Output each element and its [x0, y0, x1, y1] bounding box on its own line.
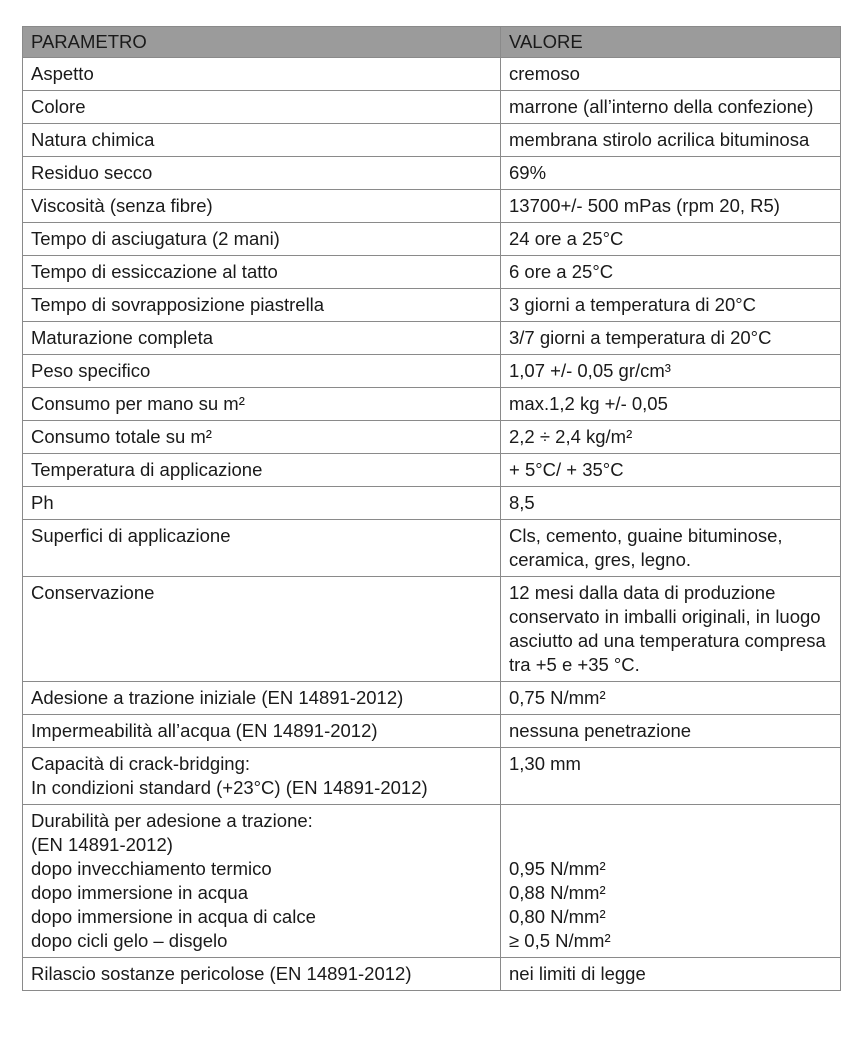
param-line: dopo immersione in acqua: [31, 882, 248, 903]
param-cell: Adesione a trazione iniziale (EN 14891-2012): [23, 682, 501, 715]
param-cell: Aspetto: [23, 58, 501, 91]
table-row: [23, 682, 841, 715]
param-cell: Conservazione: [23, 577, 501, 682]
value-cell: max.1,2 kg +/- 0,05: [501, 388, 841, 421]
param-cell: Maturazione completa: [23, 322, 501, 355]
table-row: [23, 355, 841, 388]
table-row: [23, 58, 841, 91]
column-header-valore: VALORE: [501, 27, 841, 58]
value-line: ≥ 0,5 N/mm²: [509, 930, 611, 951]
param-cell: Natura chimica: [23, 124, 501, 157]
param-line: Durabilità per adesione a trazione:: [31, 810, 313, 831]
param-cell: Superfici di applicazione: [23, 520, 501, 577]
value-cell: 13700+/- 500 mPas (rpm 20, R5): [501, 190, 841, 223]
param-cell: Temperatura di applicazione: [23, 454, 501, 487]
technical-data-table: [22, 26, 841, 991]
param-cell: Tempo di sovrapposizione piastrella: [23, 289, 501, 322]
table-row: [23, 124, 841, 157]
param-cell: Impermeabilità all’acqua (EN 14891-2012): [23, 715, 501, 748]
value-line: 0,95 N/mm²: [509, 858, 606, 879]
value-cell: 8,5: [501, 487, 841, 520]
value-cell: 1,30 mm: [501, 748, 841, 805]
value-cell: 0,75 N/mm²: [501, 682, 841, 715]
value-cell: 6 ore a 25°C: [501, 256, 841, 289]
table-row: [23, 421, 841, 454]
param-line: Capacità di crack-bridging:: [31, 753, 251, 774]
value-cell: Cls, cemento, guaine bituminose, ceramica, gres, legno.: [501, 520, 841, 577]
param-cell: Tempo di essiccazione al tatto: [23, 256, 501, 289]
table-row: [23, 157, 841, 190]
value-cell: 12 mesi dalla data di produzione conservato in imballi originali, in luogo asciutto ad una temperatura compresa tra +5 e +35 °C.: [501, 577, 841, 682]
value-cell: 3/7 giorni a temperatura di 20°C: [501, 322, 841, 355]
param-line: (EN 14891-2012): [31, 834, 173, 855]
table-row: [23, 715, 841, 748]
param-cell: Viscosità (senza fibre): [23, 190, 501, 223]
table-row: [23, 487, 841, 520]
table-row: [23, 520, 841, 577]
table-row: [23, 223, 841, 256]
table-row: [23, 454, 841, 487]
value-cell: + 5°C/ + 35°C: [501, 454, 841, 487]
table-header-row: [23, 27, 841, 58]
param-cell: Consumo per mano su m²: [23, 388, 501, 421]
param-cell: Colore: [23, 91, 501, 124]
param-line: dopo invecchiamento termico: [31, 858, 272, 879]
table-row: [23, 322, 841, 355]
table-row: [23, 190, 841, 223]
table-row: [23, 289, 841, 322]
value-cell: 24 ore a 25°C: [501, 223, 841, 256]
value-cell: marrone (all’interno della confezione): [501, 91, 841, 124]
param-cell: Rilascio sostanze pericolose (EN 14891-2012): [23, 958, 501, 991]
value-cell: 2,2 ÷ 2,4 kg/m²: [501, 421, 841, 454]
value-cell: cremoso: [501, 58, 841, 91]
param-cell: [23, 805, 501, 958]
param-cell: Ph: [23, 487, 501, 520]
table-row-crack-bridging: [23, 748, 841, 805]
param-cell: Tempo di asciugatura (2 mani): [23, 223, 501, 256]
value-cell: [501, 805, 841, 958]
value-cell: nessuna penetrazione: [501, 715, 841, 748]
value-cell: 69%: [501, 157, 841, 190]
value-line: 0,88 N/mm²: [509, 882, 606, 903]
value-line: 0,80 N/mm²: [509, 906, 606, 927]
param-line: dopo cicli gelo – disgelo: [31, 930, 228, 951]
table-row: [23, 958, 841, 991]
value-cell: membrana stirolo acrilica bituminosa: [501, 124, 841, 157]
table-row: [23, 388, 841, 421]
table-row: [23, 577, 841, 682]
table-row: [23, 91, 841, 124]
param-line: In condizioni standard (+23°C) (EN 14891-2012): [31, 777, 428, 798]
value-cell: 1,07 +/- 0,05 gr/cm³: [501, 355, 841, 388]
value-cell: nei limiti di legge: [501, 958, 841, 991]
param-cell: [23, 748, 501, 805]
table-row-durability: [23, 805, 841, 958]
param-cell: Peso specifico: [23, 355, 501, 388]
value-cell: 3 giorni a temperatura di 20°C: [501, 289, 841, 322]
table-row: [23, 256, 841, 289]
column-header-parametro: PARAMETRO: [23, 27, 501, 58]
param-cell: Residuo secco: [23, 157, 501, 190]
param-cell: Consumo totale su m²: [23, 421, 501, 454]
param-line: dopo immersione in acqua di calce: [31, 906, 316, 927]
